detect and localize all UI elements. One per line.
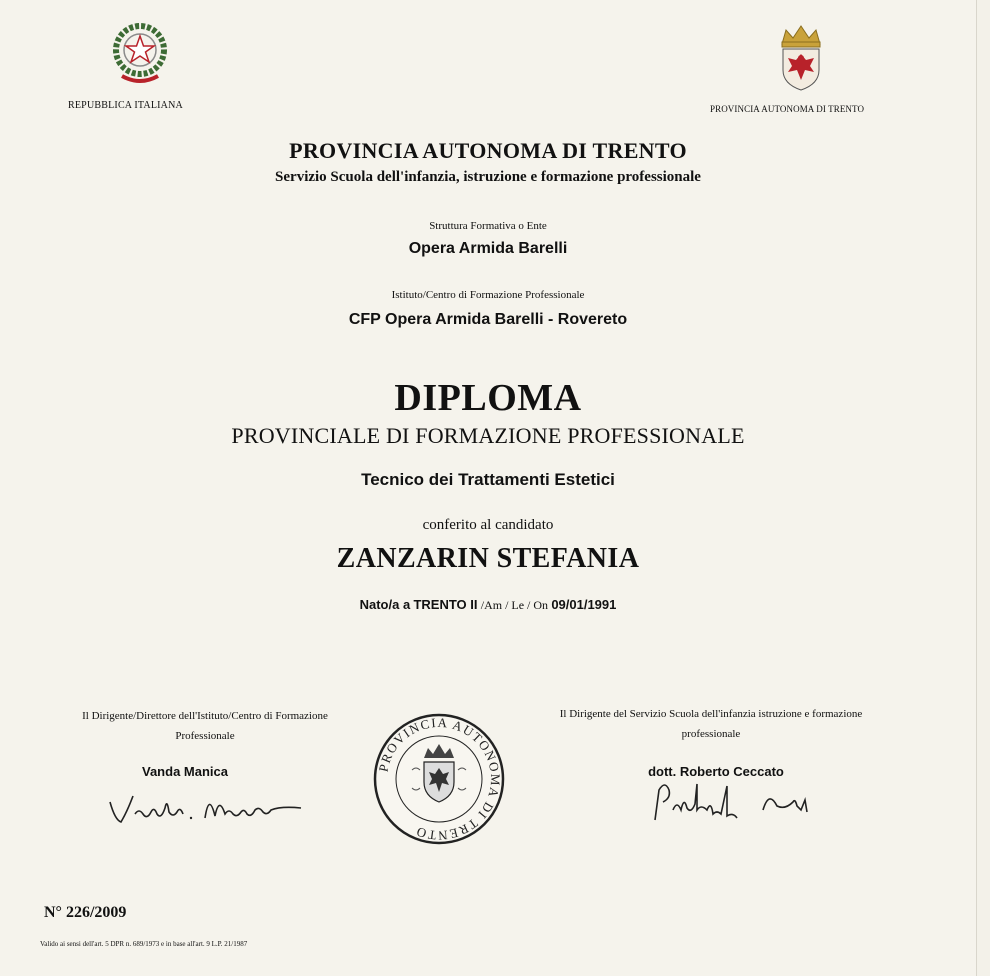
institute-value: CFP Opera Armida Barelli - Rovereto xyxy=(348,311,628,328)
trento-label: PROVINCIA AUTONOMA DI TRENTO xyxy=(710,104,865,114)
training-body-value: Opera Armida Barelli xyxy=(408,240,568,257)
birth-prefix: Nato/a a xyxy=(359,597,411,612)
legal-note: Valido ai sensi dell'art. 5 DPR n. 689/1973 e in base all'art. 9 L.P. 21/1987 xyxy=(40,940,248,948)
birth-place: TRENTO II xyxy=(413,597,478,612)
province-heading: PROVINCIA AUTONOMA DI TRENTO xyxy=(289,138,687,163)
qualification-title: Tecnico dei Trattamenti Estetici xyxy=(361,470,615,489)
birth-line xyxy=(0,597,976,613)
conferred-text: conferito al candidato xyxy=(422,517,554,533)
trento-emblem-icon xyxy=(776,22,826,92)
official-seal xyxy=(372,712,506,846)
service-heading: Servizio Scuola dell'infanzia, istruzione e formazione professionale xyxy=(275,169,701,185)
right-signature xyxy=(645,770,835,830)
candidate-name: ZANZARIN STEFANIA xyxy=(336,543,640,574)
right-signatory-title: Il Dirigente del Servizio Scuola dell'infanzia istruzione e formazione professionale xyxy=(559,708,863,740)
institute-label: Istituto/Centro di Formazione Professionale xyxy=(391,289,585,301)
left-signatory-title: Il Dirigente/Direttore dell'Istituto/Centro di Formazione Professionale xyxy=(82,710,328,742)
diploma-title: DIPLOMA xyxy=(394,377,582,419)
republic-label: REPUBBLICA ITALIANA xyxy=(68,100,183,111)
diploma-subtitle: PROVINCIALE DI FORMAZIONE PROFESSIONALE xyxy=(231,423,745,448)
left-signature xyxy=(105,782,305,832)
diploma-number: N° 226/2009 xyxy=(44,904,127,921)
italian-republic-emblem-icon xyxy=(108,20,172,88)
birth-separator: /Am / Le / On xyxy=(480,598,549,612)
birth-date: 09/01/1991 xyxy=(551,597,617,612)
training-body-label: Struttura Formativa o Ente xyxy=(429,220,547,232)
left-signatory-name: Vanda Manica xyxy=(142,764,228,779)
seal-text: PROVINCIA AUTONOMA DI TRENTO xyxy=(375,714,504,844)
right-signatory-name: dott. Roberto Ceccato xyxy=(648,764,784,779)
